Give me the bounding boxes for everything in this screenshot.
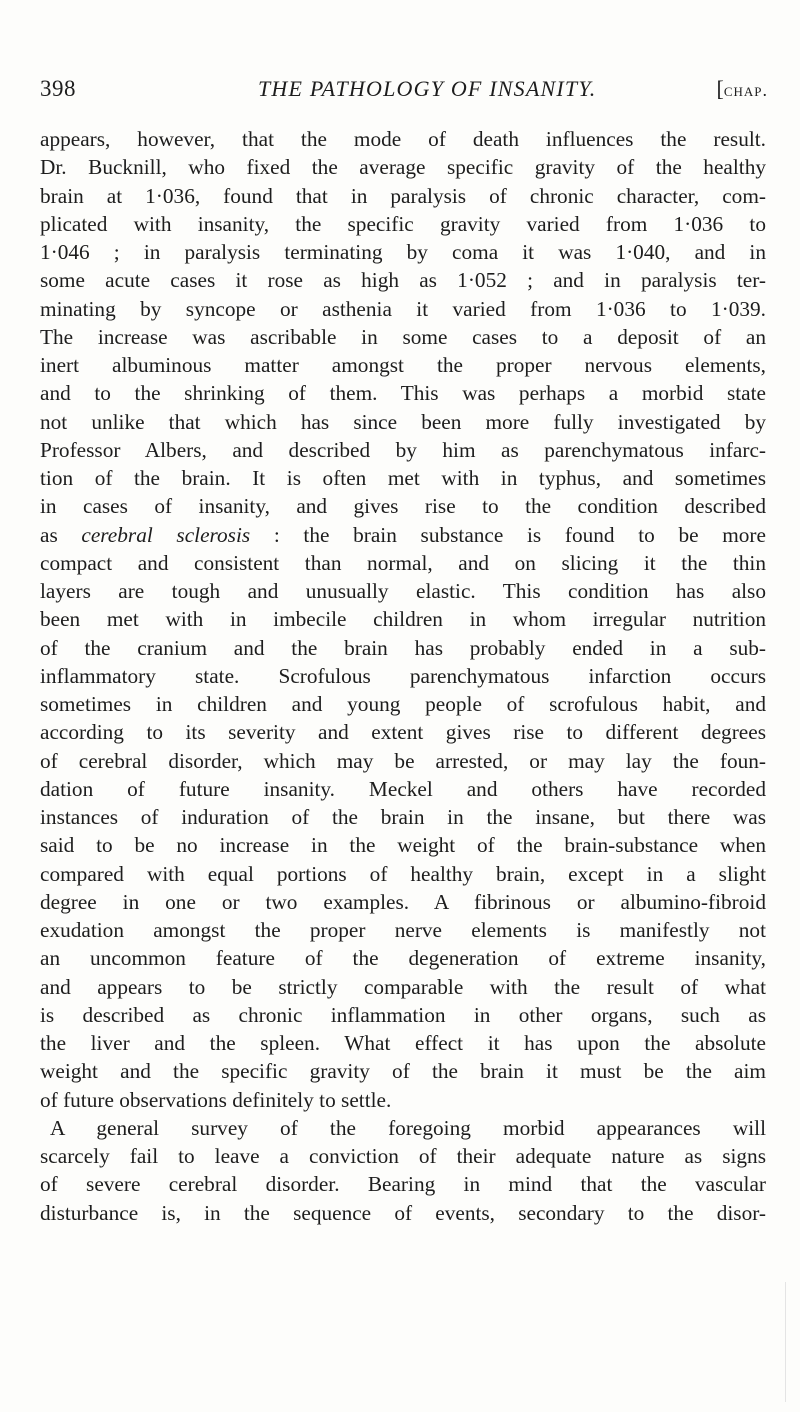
- text-line: as cerebral sclerosis : the brain substance is found to be more: [40, 522, 766, 547]
- text-line: degree in one or two examples. A fibrinous or albumino-fibroid: [40, 889, 766, 914]
- text-line: Dr. Bucknill, who fixed the average specific gravity of the healthy: [40, 155, 766, 180]
- chapter-label: chap.: [723, 80, 768, 100]
- text-line: brain at 1·036, found that in paralysis of chronic character, com-: [40, 183, 766, 208]
- text-line: layers are tough and unusually elastic. This condition has also: [40, 579, 766, 603]
- text-line: compared with equal portions of healthy brain, except in a slight: [40, 861, 766, 886]
- chapter-bracket: [: [716, 76, 724, 101]
- body-text: [40, 125, 766, 1227]
- text-line: compact and consistent than normal, and on slicing it the thin: [40, 550, 766, 575]
- text-line: The increase was ascribable in some cases to a deposit of an: [40, 324, 766, 349]
- text-line: and appears to be strictly comparable with the result of what: [40, 974, 766, 999]
- text-line: disturbance is, in the sequence of events, secondary to the disor-: [40, 1200, 766, 1225]
- text-line: of cerebral disorder, which may be arrested, or may lay the foun-: [40, 748, 766, 773]
- chapter-marker: [716, 76, 768, 102]
- text-line: instances of induration of the brain in the insane, but there was: [40, 805, 766, 829]
- text-line: not unlike that which has since been more fully investigated by: [40, 409, 766, 434]
- text-line: inert albuminous matter amongst the proper nervous elements,: [40, 353, 766, 377]
- text-line: of the cranium and the brain has probably ended in a sub-: [40, 635, 766, 660]
- page-number: 398: [40, 76, 76, 101]
- text-line: an uncommon feature of the degeneration of extreme insanity,: [40, 946, 766, 971]
- text-line: 1·046 ; in paralysis terminating by coma it was 1·040, and in: [40, 240, 766, 264]
- text-line: said to be no increase in the weight of the brain-substance when: [40, 833, 766, 858]
- text-line: minating by syncope or asthenia it varied from 1·036 to 1·039.: [40, 296, 766, 321]
- text-line: A general survey of the foregoing morbid appearances will: [50, 1115, 766, 1140]
- page-header: [40, 76, 768, 116]
- text-line: the liver and the spleen. What effect it has upon the absolute: [40, 1031, 766, 1055]
- text-line: according to its severity and extent gives rise to different degrees: [40, 720, 766, 745]
- text-line: in cases of insanity, and gives rise to the condition described: [40, 494, 766, 519]
- running-title: THE PATHOLOGY OF INSANITY.: [258, 76, 597, 101]
- text-line: weight and the specific gravity of the brain it must be the aim: [40, 1059, 766, 1084]
- text-line: of future observations definitely to settle.: [40, 1087, 392, 1112]
- text-line: plicated with insanity, the specific gravity varied from 1·036 to: [40, 211, 766, 236]
- text-line: scarcely fail to leave a conviction of their adequate nature as signs: [40, 1144, 766, 1168]
- scan-edge-mark: [785, 1282, 786, 1402]
- text-line: exudation amongst the proper nerve elements is manifestly not: [40, 918, 766, 942]
- text-line: Professor Albers, and described by him as parenchymatous infarc-: [40, 437, 766, 462]
- text-line: of severe cerebral disorder. Bearing in mind that the vascular: [40, 1172, 766, 1197]
- text-line: dation of future insanity. Meckel and others have recorded: [40, 776, 766, 801]
- text-line: is described as chronic inflammation in other organs, such as: [40, 1002, 766, 1027]
- text-line: appears, however, that the mode of death influences the result.: [40, 127, 766, 151]
- text-line: some acute cases it rose as high as 1·052 ; and in paralysis ter-: [40, 268, 766, 293]
- text-line: tion of the brain. It is often met with in typhus, and sometimes: [40, 466, 766, 490]
- text-line: sometimes in children and young people of scrofulous habit, and: [40, 692, 766, 716]
- text-line: and to the shrinking of them. This was perhaps a morbid state: [40, 381, 766, 406]
- text-line: inflammatory state. Scrofulous parenchymatous infarction occurs: [40, 663, 766, 688]
- text-line: been met with in imbecile children in whom irregular nutrition: [40, 607, 766, 632]
